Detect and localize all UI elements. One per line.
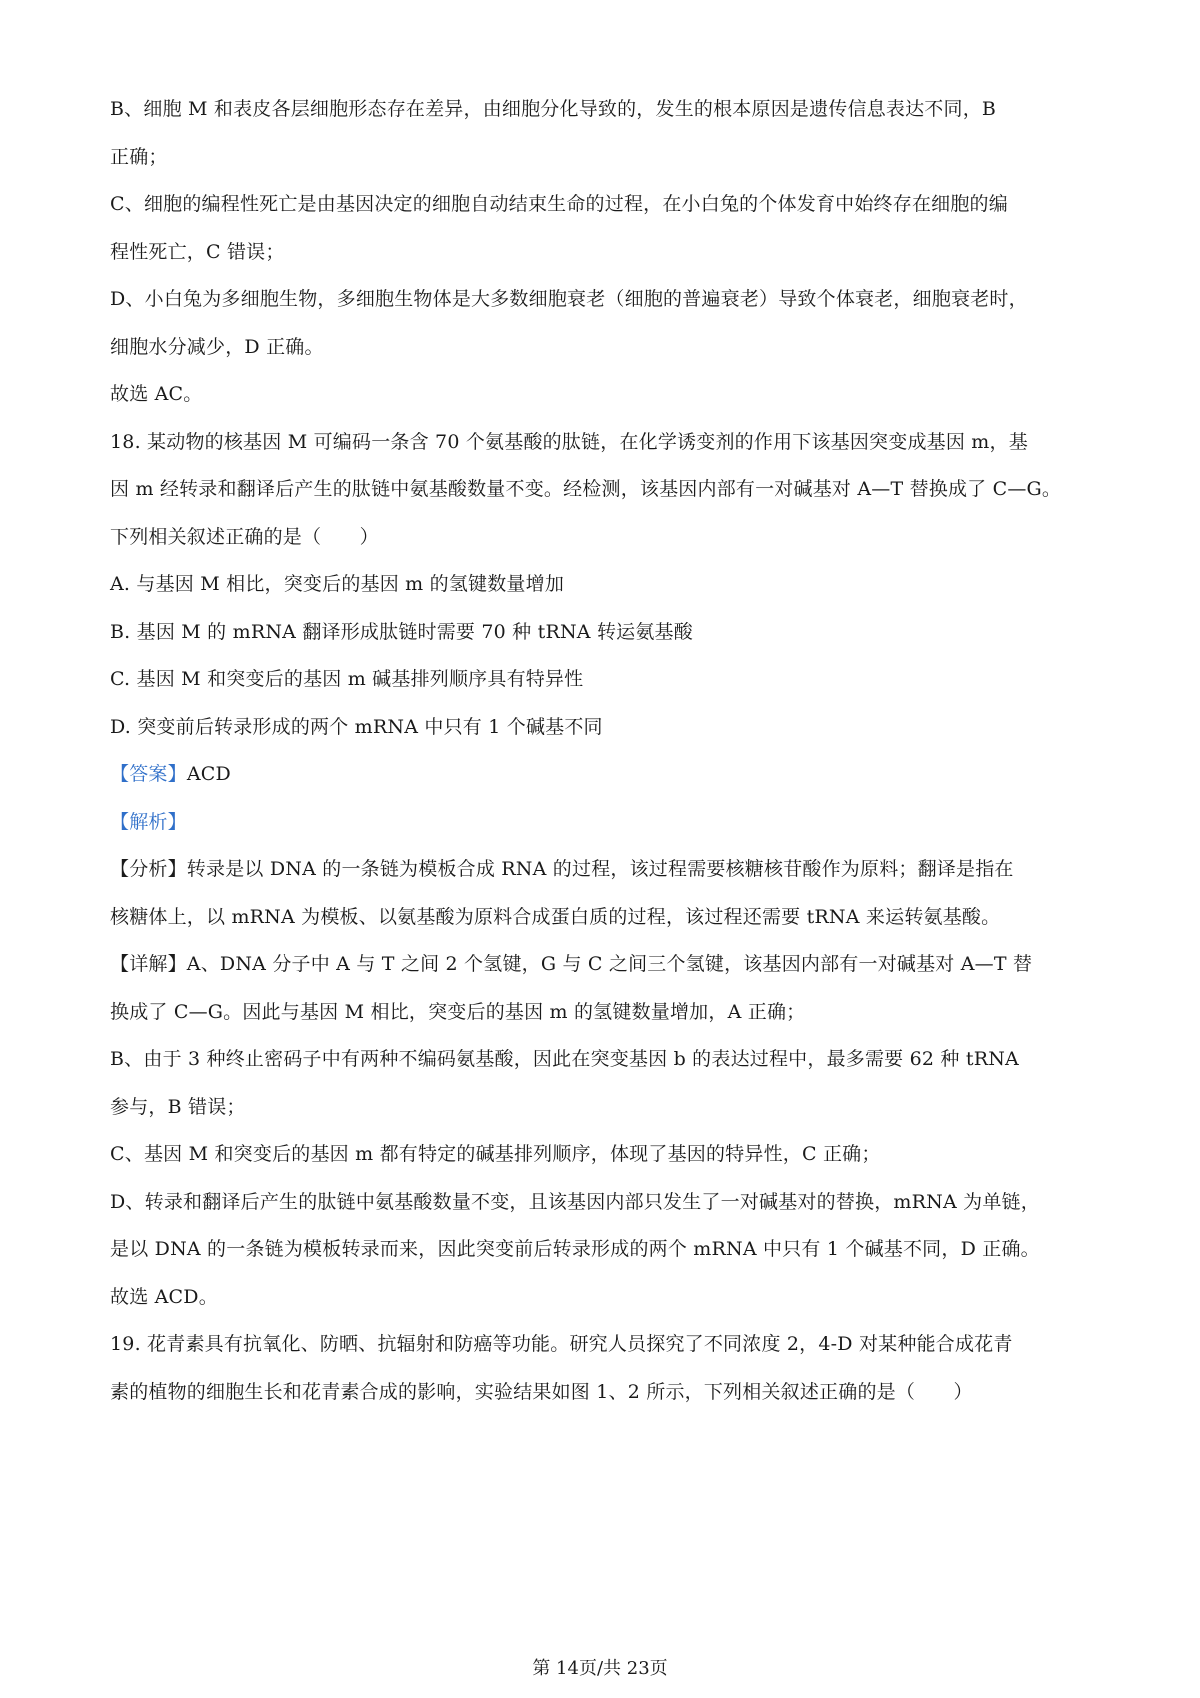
question-18-line: 18. 某动物的核基因 M 可编码一条含 70 个氨基酸的肽链，在化学诱变剂的作用下该基因突变成基因 m，基 <box>110 430 1028 453</box>
text-line: D、转录和翻译后产生的肽链中氨基酸数量不变，且该基因内部只发生了一对碱基对的替换，mRNA 为单链， <box>110 1190 1040 1213</box>
answer-value: ACD <box>186 763 231 785</box>
option-d: D. 突变前后转录形成的两个 mRNA 中只有 1 个碱基不同 <box>110 715 603 738</box>
page-content <box>110 94 1100 1424</box>
text-line: D、小白兔为多细胞生物，多细胞生物体是大多数细胞衰老（细胞的普遍衰老）导致个体衰老，细胞衰老时， <box>110 288 1028 310</box>
text-line: 核糖体上，以 mRNA 为模板、以氨基酸为原料合成蛋白质的过程，该过程还需要 tRNA 来运转氨基酸。 <box>110 905 1001 928</box>
text-line: 【详解】A、DNA 分子中 A 与 T 之间 2 个氢键，G 与 C 之间三个氢键，该基因内部有一对碱基对 A—T 替 <box>110 953 1033 975</box>
question-19-line: 19. 花青素具有抗氧化、防晒、抗辐射和防癌等功能。研究人员探究了不同浓度 2，4-D 对某种能合成花青 <box>110 1333 1013 1355</box>
answer-line <box>110 759 1100 807</box>
text-line: 是以 DNA 的一条链为模板转录而来，因此突变前后转录形成的两个 mRNA 中只有 1 个碱基不同，D 正确。 <box>110 1238 1040 1260</box>
page-footer: 第 14页/共 23页 <box>532 1658 668 1679</box>
text-line: 【分析】转录是以 DNA 的一条链为模板合成 RNA 的过程，该过程需要核糖核苷酸作为原料；翻译是指在 <box>110 858 1014 880</box>
question-18-line: 因 m 经转录和翻译后产生的肽链中氨基酸数量不变。经检测，该基因内部有一对碱基对 A—T 替换成了 C—G。 <box>110 478 1062 500</box>
analysis-heading <box>110 807 1100 855</box>
answer-tag: 【答案】 <box>110 763 187 785</box>
option-b: B. 基因 M 的 mRNA 翻译形成肽链时需要 70 种 tRNA 转运氨基酸 <box>110 620 693 643</box>
text-line: 换成了 C—G。因此与基因 M 相比，突变后的基因 m 的氢键数量增加，A 正确； <box>110 1000 806 1023</box>
text-line: 故选 ACD。 <box>110 1285 218 1308</box>
text-line: 参与，B 错误； <box>110 1095 246 1118</box>
analysis-tag: 【解析】 <box>110 810 187 833</box>
option-a: A. 与基因 M 相比，突变后的基因 m 的氢键数量增加 <box>110 573 565 595</box>
text-line: 程性死亡，C 错误； <box>110 240 285 263</box>
text-line: C、基因 M 和突变后的基因 m 都有特定的碱基排列顺序，体现了基因的特异性，C 正确； <box>110 1143 881 1165</box>
text-line: C、细胞的编程性死亡是由基因决定的细胞自动结束生命的过程，在小白兔的个体发育中始终存在细胞的编 <box>110 193 1008 215</box>
text-line: 故选 AC。 <box>110 383 203 405</box>
text-line: 细胞水分减少，D 正确。 <box>110 335 324 358</box>
text-line: 正确； <box>110 145 168 168</box>
question-19-line: 素的植物的细胞生长和花青素合成的影响，实验结果如图 1、2 所示，下列相关叙述正确的是（ ） <box>110 1380 973 1403</box>
text-line: B、细胞 M 和表皮各层细胞形态存在差异，由细胞分化导致的，发生的根本原因是遗传信息表达不同，B <box>110 98 997 120</box>
text-line: B、由于 3 种终止密码子中有两种不编码氨基酸，因此在突变基因 b 的表达过程中，最多需要 62 种 tRNA <box>110 1048 1019 1070</box>
question-18-line: 下列相关叙述正确的是（ ） <box>110 525 379 548</box>
option-c: C. 基因 M 和突变后的基因 m 碱基排列顺序具有特异性 <box>110 668 584 690</box>
